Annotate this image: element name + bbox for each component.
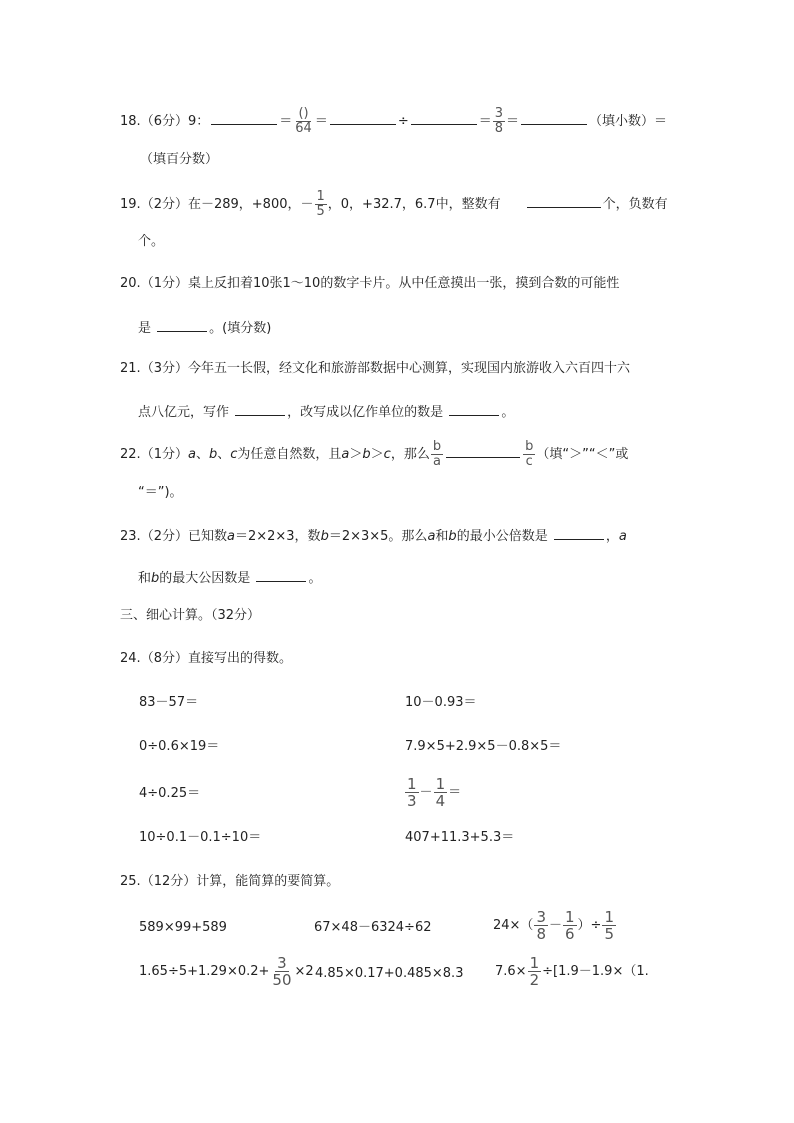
q25-calc4-frac-numerator: 3 xyxy=(277,954,287,972)
q19-fraction-1-5 xyxy=(315,190,327,219)
q25-calc4-frac-3-50 xyxy=(270,955,293,988)
q19-text-c: 个，负数有 xyxy=(602,197,668,212)
q22-frac1-denominator: a xyxy=(432,454,441,469)
q22-line1 xyxy=(120,440,628,469)
q18-equals-2: ＝ xyxy=(314,114,328,129)
q19-frac-numerator: 1 xyxy=(316,189,325,204)
q22-fraction-b-c xyxy=(523,440,535,469)
q18-equals-1: ＝ xyxy=(279,114,293,129)
q22-frac2-numerator: b xyxy=(525,439,534,454)
q24-frac-equals: ＝ xyxy=(448,785,462,800)
q23-var-a-2: a xyxy=(427,529,436,544)
q22-score: （1分） xyxy=(140,447,188,462)
q18-blank-2[interactable] xyxy=(330,110,396,125)
q24-item-7: 407+11.3+5.3＝ xyxy=(405,830,515,845)
q21-text-c: ，改写成以亿作单位的数是 xyxy=(287,405,444,420)
q24-item-4: 7.9×5+2.9×5－0.8×5＝ xyxy=(405,739,562,754)
q25-calc-5: 4.85×0.17+0.485×8.3 xyxy=(315,966,464,981)
q25-calc-2: 67×48－6324÷62 xyxy=(314,920,432,935)
q23-var-b-3: b xyxy=(151,571,160,586)
q25-calc-4 xyxy=(139,955,314,988)
q24-frac1-denominator: 3 xyxy=(407,792,417,810)
q19-score: （2分） xyxy=(140,197,188,212)
q22-sep-2: 、 xyxy=(217,447,231,462)
q22-text-a: 为任意自然数，且 xyxy=(237,447,342,462)
q22-fraction-b-a xyxy=(431,440,443,469)
q23-blank-lcm[interactable] xyxy=(554,525,604,540)
q18-frac1-denominator: 64 xyxy=(295,121,312,136)
q23-line2 xyxy=(138,567,321,588)
q25-calc6-frac-1-2 xyxy=(528,955,542,988)
q24-number: 24. xyxy=(120,651,141,666)
q21-blank-written[interactable] xyxy=(235,401,285,416)
q24-frac-1-3 xyxy=(405,776,419,809)
q20-text-b: 是 xyxy=(138,321,152,336)
q21-blank-billion-unit[interactable] xyxy=(449,401,499,416)
q23-def-b: ＝2×3×5。那么 xyxy=(328,529,428,544)
q18-blank-3[interactable] xyxy=(411,110,477,125)
q25-calc4-tail: ×2 xyxy=(294,964,314,979)
q19-frac-denominator: 5 xyxy=(316,204,325,219)
q21-line1 xyxy=(120,360,630,378)
q18-equals-3: ＝ xyxy=(478,114,492,129)
q23-var-b: b xyxy=(320,529,329,544)
q25-calc3-frac-1-6 xyxy=(563,909,577,942)
q18-blank-4[interactable] xyxy=(521,110,587,125)
q24-text: 直接写出的得数。 xyxy=(187,651,292,666)
q18-number: 18. xyxy=(120,114,141,129)
q25-calc3-frac3-denominator: 5 xyxy=(604,925,614,943)
q18-score: （6分） xyxy=(140,114,188,129)
q21-text-d: 。 xyxy=(501,405,515,420)
q20-line2 xyxy=(138,317,271,338)
q25-score: （12分） xyxy=(140,874,197,889)
q20-text-c: 。(填分数) xyxy=(209,321,272,336)
q20-number: 20. xyxy=(120,276,141,291)
q25-calc3-frac3-numerator: 1 xyxy=(604,908,614,926)
q25-heading xyxy=(120,873,339,891)
section-3-title: 三、细心计算。（32分） xyxy=(120,608,261,623)
q25-calc3-frac1-denominator: 8 xyxy=(536,925,546,943)
q25-calc4-lead: 1.65÷5+1.29×0.2+ xyxy=(139,964,270,979)
q24-heading xyxy=(120,650,292,668)
q22-compare-c: c xyxy=(383,447,391,462)
q25-calc-6 xyxy=(495,955,649,988)
q18-lead: 9： xyxy=(187,114,210,129)
q18-frac1-numerator[interactable]: () xyxy=(298,106,309,121)
q18-divide: ÷ xyxy=(397,114,409,129)
q24-item-6: 10÷0.1－0.1÷10＝ xyxy=(139,830,262,845)
q20-line1 xyxy=(120,275,619,293)
q23-text-e: 和 xyxy=(138,571,152,586)
q24-frac-1-4 xyxy=(434,776,448,809)
q25-calc6-lead: 7.6× xyxy=(495,964,527,979)
q19-number: 19. xyxy=(120,197,141,212)
q22-line2 xyxy=(138,484,183,502)
q22-blank-compare[interactable] xyxy=(446,443,520,458)
q22-compare-b: b xyxy=(362,447,371,462)
q20-blank[interactable] xyxy=(157,317,207,332)
q24-item-fraction xyxy=(404,776,461,809)
q19-line1 xyxy=(120,190,668,219)
q20-score: （1分） xyxy=(140,276,188,291)
q23-blank-gcd[interactable] xyxy=(256,567,306,582)
q23-var-a-3: a xyxy=(618,529,627,544)
q21-score: （3分） xyxy=(140,361,188,376)
q22-number: 22. xyxy=(120,447,141,462)
q18-hint-percent: （填百分数） xyxy=(140,152,219,167)
q25-calc-3 xyxy=(493,909,617,942)
q23-def-a: ＝2×2×3，数 xyxy=(234,529,321,544)
q23-text-c: 的最小公倍数是 xyxy=(456,529,548,544)
q19-line2 xyxy=(138,233,164,251)
q23-var-b-2: b xyxy=(448,529,457,544)
q23-var-a: a xyxy=(226,529,235,544)
q18-frac2-numerator: 3 xyxy=(494,106,504,121)
q24-item-3: 0÷0.6×19＝ xyxy=(139,739,220,754)
q22-greater-1: ＞ xyxy=(349,447,363,462)
q19-blank-integers[interactable] xyxy=(527,193,601,208)
q25-calc-1: 589×99+589 xyxy=(139,920,227,935)
q25-calc3-frac2-denominator: 6 xyxy=(565,925,575,943)
section-3-heading xyxy=(120,607,260,625)
q18-equals-4: ＝ xyxy=(506,114,520,129)
q24-item-5: 4÷0.25＝ xyxy=(139,786,201,801)
q23-text-a: 已知数 xyxy=(187,529,227,544)
q25-calc6-frac-numerator: 1 xyxy=(529,954,540,972)
q23-number: 23. xyxy=(120,529,141,544)
q18-hint-decimal: （填小数）＝ xyxy=(589,114,668,129)
q22-frac2-denominator: c xyxy=(525,454,533,469)
q18-line1 xyxy=(120,107,667,136)
q24-frac2-denominator: 4 xyxy=(435,792,446,810)
q19-text-b: ，0，+32.7，6.7中，整数有 xyxy=(327,197,501,212)
q25-text: 计算，能简算的要简算。 xyxy=(196,874,340,889)
q18-frac2-denominator: 8 xyxy=(494,121,504,136)
q23-text-f: 的最大公因数是 xyxy=(159,571,251,586)
q23-text-g: 。 xyxy=(308,571,322,586)
q24-item-2: 10－0.93＝ xyxy=(405,695,477,710)
q21-number: 21. xyxy=(120,361,141,376)
q25-calc3-minus: － xyxy=(548,918,562,933)
q23-line1 xyxy=(120,525,627,546)
q21-line2 xyxy=(138,401,514,422)
q25-calc3-mid: ）÷ xyxy=(577,918,602,933)
q22-compare-a: a xyxy=(341,447,350,462)
q24-score: （8分） xyxy=(140,651,188,666)
q18-fraction-blank-over-64 xyxy=(293,107,314,136)
q25-number: 25. xyxy=(120,874,141,889)
q24-frac-minus: － xyxy=(419,785,433,800)
q25-calc3-lead: 24×（ xyxy=(493,918,534,933)
q21-text-b: 点八亿元，写作 xyxy=(138,405,230,420)
q24-item-1: 83－57＝ xyxy=(139,695,199,710)
q22-text-b: ，那么 xyxy=(390,447,430,462)
q19-text-d: 个。 xyxy=(138,234,165,249)
q23-text-b: 和 xyxy=(435,529,449,544)
q23-score: （2分） xyxy=(140,529,188,544)
q25-calc6-frac-denominator: 2 xyxy=(529,971,540,989)
q25-calc3-frac-3-8 xyxy=(534,909,548,942)
q18-fraction-3-8 xyxy=(493,107,505,136)
q25-calc4-frac-denominator: 50 xyxy=(272,971,292,989)
q18-line2 xyxy=(140,151,218,169)
q22-frac1-numerator: b xyxy=(432,439,442,454)
q25-calc3-frac2-numerator: 1 xyxy=(565,908,575,926)
q22-text-d: “＝”)。 xyxy=(138,485,183,500)
q22-var-c: c xyxy=(230,447,238,462)
q23-text-d: ， xyxy=(605,529,619,544)
q25-calc6-tail: ÷[1.9－1.9×（1. xyxy=(542,964,649,979)
q24-frac2-numerator: 1 xyxy=(435,775,446,793)
q25-calc3-frac1-numerator: 3 xyxy=(536,908,546,926)
q25-calc3-frac-1-5 xyxy=(602,909,616,942)
q22-text-c: （填“＞”“＜”或 xyxy=(536,447,629,462)
q22-greater-2: ＞ xyxy=(370,447,384,462)
q20-text-a: 桌上反扣着10张1～10的数字卡片。从中任意摸出一张，摸到合数的可能性 xyxy=(187,276,620,291)
q21-text-a: 今年五一长假，经文化和旅游部数据中心测算，实现国内旅游收入六百四十六 xyxy=(187,361,630,376)
q22-var-b: b xyxy=(208,447,218,462)
q22-var-a: a xyxy=(187,447,196,462)
q24-frac1-numerator: 1 xyxy=(407,775,417,793)
q19-text-a: 在－289，+800，－ xyxy=(187,197,314,212)
q22-sep-1: 、 xyxy=(195,447,209,462)
q18-blank-1[interactable] xyxy=(211,110,277,125)
